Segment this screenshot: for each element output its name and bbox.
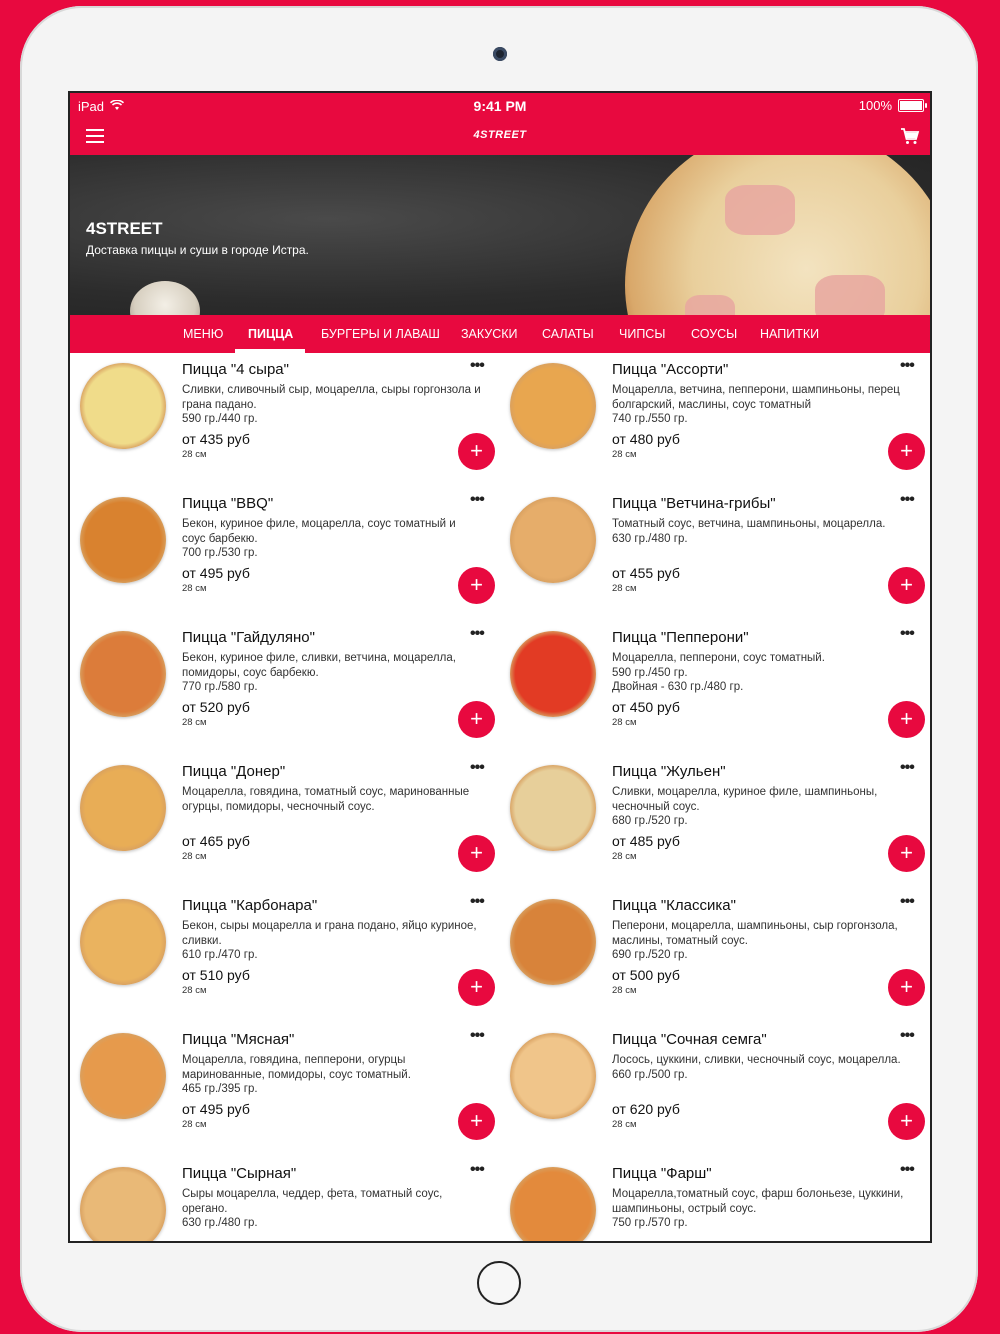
add-to-cart-button[interactable]: + <box>458 835 495 872</box>
more-options-button[interactable]: ••• <box>470 491 484 508</box>
product-price: от 520 руб <box>182 699 250 715</box>
product-name: Пицца "Мясная" <box>182 1031 295 1048</box>
add-to-cart-button[interactable]: + <box>458 567 495 604</box>
add-to-cart-button[interactable]: + <box>458 969 495 1006</box>
product-name: Пицца "Жульен" <box>612 763 726 780</box>
product-price: от 510 руб <box>182 967 250 983</box>
product-image <box>78 897 168 987</box>
add-to-cart-button[interactable]: + <box>888 433 925 470</box>
product-name: Пицца "Гайдуляно" <box>182 629 315 646</box>
product-image <box>508 495 598 585</box>
product-card[interactable] <box>70 353 500 487</box>
product-size: 28 см <box>182 717 207 728</box>
more-options-button[interactable]: ••• <box>470 893 484 910</box>
product-name: Пицца "4 сыра" <box>182 361 289 378</box>
product-size: 28 см <box>612 1119 637 1130</box>
product-card[interactable] <box>500 487 930 621</box>
product-image <box>78 763 168 853</box>
product-size: 28 см <box>182 851 207 862</box>
product-card[interactable] <box>70 1023 500 1157</box>
product-size: 28 см <box>612 851 637 862</box>
product-description: Моцарелла,томатный соус, фарш болоньезе, цуккини, шампиньоны, острый соус. 750 гр./570 гр. <box>612 1188 904 1229</box>
more-options-button[interactable]: ••• <box>470 1161 484 1178</box>
more-options-button[interactable]: ••• <box>900 491 914 508</box>
product-price: от 495 руб <box>182 565 250 581</box>
product-size: 28 см <box>612 583 637 594</box>
tab-snacks[interactable]: ЗАКУСКИ <box>461 327 518 341</box>
product-image <box>508 629 598 719</box>
product-name: Пицца "Фарш" <box>612 1165 712 1182</box>
product-description: Бекон, куриное филе, сливки, ветчина, моцарелла, помидоры, соус барбекю. 770 гр./580 гр. <box>182 652 456 693</box>
product-name: Пицца "Сырная" <box>182 1165 297 1182</box>
cart-icon[interactable] <box>900 126 920 146</box>
product-description: Лосось, цуккини, сливки, чесночный соус, моцарелла. 660 гр./500 гр. <box>612 1054 901 1081</box>
product-image <box>78 495 168 585</box>
more-options-button[interactable]: ••• <box>900 1027 914 1044</box>
more-options-button[interactable]: ••• <box>900 625 914 642</box>
more-options-button[interactable]: ••• <box>900 1161 914 1178</box>
product-size: 28 см <box>182 583 207 594</box>
product-description: Бекон, сыры моцарелла и грана подано, яйцо куриное, сливки. 610 гр./470 гр. <box>182 920 477 961</box>
add-to-cart-button[interactable]: + <box>888 969 925 1006</box>
product-description: Томатный соус, ветчина, шампиньоны, моцарелла. 630 гр./480 гр. <box>612 518 886 545</box>
product-image <box>78 1031 168 1121</box>
battery-percent: 100% <box>858 98 892 113</box>
more-options-button[interactable]: ••• <box>470 357 484 374</box>
product-card[interactable] <box>500 889 930 1023</box>
hero-pizza-image <box>625 155 930 315</box>
more-options-button[interactable]: ••• <box>470 759 484 776</box>
tab-drinks[interactable]: НАПИТКИ <box>760 327 820 341</box>
app-screen <box>68 91 932 1243</box>
product-price: от 500 руб <box>612 967 680 983</box>
battery-icon <box>898 99 924 112</box>
tab-salads[interactable]: САЛАТЫ <box>542 327 594 341</box>
add-to-cart-button[interactable]: + <box>888 1103 925 1140</box>
product-name: Пицца "Ассорти" <box>612 361 729 378</box>
home-button[interactable] <box>477 1261 521 1305</box>
add-to-cart-button[interactable]: + <box>888 701 925 738</box>
product-card[interactable] <box>70 1157 500 1243</box>
camera <box>493 47 507 61</box>
more-options-button[interactable]: ••• <box>470 625 484 642</box>
product-size: 28 см <box>182 449 207 460</box>
product-name: Пицца "BBQ" <box>182 495 274 512</box>
product-name: Пицца "Донер" <box>182 763 286 780</box>
product-image <box>508 897 598 987</box>
product-price: от 480 руб <box>612 431 680 447</box>
product-name: Пицца "Классика" <box>612 897 736 914</box>
tab-chips[interactable]: ЧИПСЫ <box>619 327 666 341</box>
more-options-button[interactable]: ••• <box>900 893 914 910</box>
device-label: iPad <box>78 99 105 114</box>
tab-burgers[interactable]: БУРГЕРЫ И ЛАВАШ <box>321 327 440 341</box>
product-card[interactable] <box>500 621 930 755</box>
product-list <box>70 353 930 1243</box>
more-options-button[interactable]: ••• <box>900 759 914 776</box>
tab-menu[interactable]: МЕНЮ <box>183 327 224 341</box>
product-size: 28 см <box>612 449 637 460</box>
product-card[interactable] <box>500 1157 930 1243</box>
product-card[interactable] <box>70 621 500 755</box>
product-image <box>508 1165 598 1243</box>
product-name: Пицца "Сочная семга" <box>612 1031 767 1048</box>
mushroom-image <box>130 281 200 315</box>
product-description: Моцарелла, пепперони, соус томатный. 590 гр./450 гр. Двойная - 630 гр./480 гр. <box>612 652 825 693</box>
product-card[interactable] <box>500 1023 930 1157</box>
hero-title: 4STREET <box>86 219 163 238</box>
product-description: Бекон, куриное филе, моцарелла, соус томатный и соус барбекю. 700 гр./530 гр. <box>182 518 456 559</box>
product-card[interactable] <box>500 353 930 487</box>
add-to-cart-button[interactable]: + <box>888 567 925 604</box>
product-image <box>78 361 168 451</box>
product-description: Сливки, моцарелла, куриное филе, шампиньоны, чесночный соус. 680 гр./520 гр. <box>612 786 878 827</box>
product-size: 28 см <box>182 1119 207 1130</box>
add-to-cart-button[interactable]: + <box>888 835 925 872</box>
product-price: от 485 руб <box>612 833 680 849</box>
product-name: Пицца "Пепперони" <box>612 629 749 646</box>
product-price: от 465 руб <box>182 833 250 849</box>
status-time: 9:41 PM <box>473 98 527 114</box>
product-card[interactable] <box>70 889 500 1023</box>
category-tabs <box>70 315 930 353</box>
product-description: Пеперони, моцарелла, шампиньоны, сыр горгонзола, маслины, томатный соус. 690 гр./520 гр. <box>612 920 898 961</box>
hero-banner <box>70 155 930 315</box>
product-card[interactable] <box>70 487 500 621</box>
product-image <box>508 1031 598 1121</box>
product-description: Сыры моцарелла, чеддер, фета, томатный соус, орегано. 630 гр./480 гр. <box>182 1188 443 1229</box>
product-name: Пицца "Карбонара" <box>182 897 318 914</box>
product-name: Пицца "Ветчина-грибы" <box>612 495 776 512</box>
product-price: от 455 руб <box>612 565 680 581</box>
product-size: 28 см <box>612 985 637 996</box>
add-to-cart-button[interactable]: + <box>458 701 495 738</box>
product-card[interactable] <box>70 755 500 889</box>
nav-bar <box>70 119 930 155</box>
more-options-button[interactable]: ••• <box>900 357 914 374</box>
app-logo: 4STREET <box>473 129 527 141</box>
product-image <box>78 1165 168 1243</box>
product-price: от 495 руб <box>182 1101 250 1117</box>
tab-sauces[interactable]: СОУСЫ <box>691 327 738 341</box>
more-options-button[interactable]: ••• <box>470 1027 484 1044</box>
product-image <box>508 763 598 853</box>
product-image <box>508 361 598 451</box>
product-description: Моцарелла, ветчина, пепперони, шампиньоны, перец болгарский, маслины, соус томатный 740 гр./550 гр. <box>612 384 900 425</box>
product-price: от 620 руб <box>612 1101 680 1117</box>
product-price: от 450 руб <box>612 699 680 715</box>
product-size: 28 см <box>182 985 207 996</box>
product-card[interactable] <box>500 755 930 889</box>
add-to-cart-button[interactable]: + <box>458 433 495 470</box>
product-description: Моцарелла, говядина, томатный соус, маринованные огурцы, помидоры, чесночный соус. <box>182 786 470 813</box>
product-description: Моцарелла, говядина, пепперони, огурцы маринованные, помидоры, соус томатный. 465 гр./395 гр. <box>182 1054 411 1095</box>
tab-pizza[interactable]: ПИЦЦА <box>248 327 294 341</box>
status-bar <box>70 93 930 119</box>
product-size: 28 см <box>612 717 637 728</box>
hero-subtitle: Доставка пиццы и суши в городе Истра. <box>86 243 309 257</box>
product-image <box>78 629 168 719</box>
product-description: Сливки, сливочный сыр, моцарелла, сыры горгонзола и грана падано. 590 гр./440 гр. <box>182 384 481 425</box>
product-price: от 435 руб <box>182 431 250 447</box>
add-to-cart-button[interactable]: + <box>458 1103 495 1140</box>
